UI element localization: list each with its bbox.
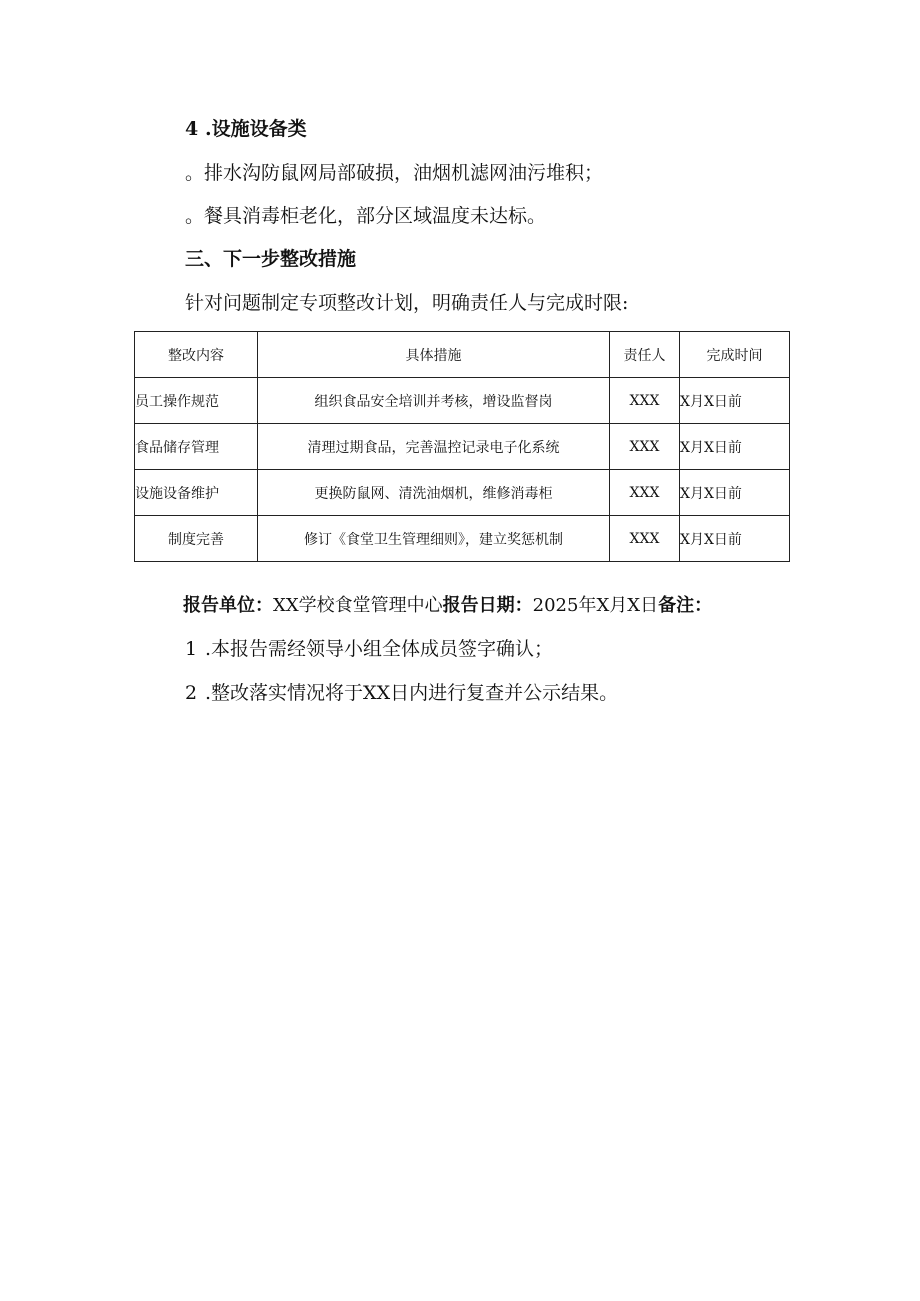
header-measures: 具体措施 <box>258 332 610 378</box>
section3-heading: 三、下一步整改措施 <box>185 248 357 270</box>
report-notes-label: 备注： <box>658 595 713 616</box>
section4-item-1: 。排水沟防鼠网局部破损，油烟机滤网油污堆积； <box>185 162 604 184</box>
header-owner: 责任人 <box>610 332 680 378</box>
cell-deadline: X月X日前 <box>680 378 790 424</box>
header-content: 整改内容 <box>135 332 258 378</box>
cell-owner: XXX <box>610 470 680 516</box>
note-2-text: .整改落实情况将于XX日内进行复查并公示结果。 <box>205 682 619 704</box>
cell-content: 设施设备维护 <box>135 470 258 516</box>
section4-number: 4 <box>185 118 199 140</box>
table-row <box>135 470 790 516</box>
cell-content: 员工操作规范 <box>135 378 258 424</box>
report-unit-value: XX学校食堂管理中心 <box>273 595 443 616</box>
cell-owner: XXX <box>610 516 680 562</box>
section4-heading <box>185 117 307 141</box>
note-2-number: 2 <box>185 682 198 704</box>
table-row <box>135 378 790 424</box>
cell-deadline: X月X日前 <box>680 424 790 470</box>
table-header-row <box>135 332 790 378</box>
header-deadline: 完成时间 <box>680 332 790 378</box>
note-1 <box>185 637 553 661</box>
cell-content: 食品储存管理 <box>135 424 258 470</box>
cell-content: 制度完善 <box>135 516 258 562</box>
section4-item-2: 。餐具消毒柜老化，部分区域温度未达标。 <box>185 205 547 227</box>
note-1-text: .本报告需经领导小组全体成员签字确认； <box>205 638 554 660</box>
note-1-number: 1 <box>185 638 198 660</box>
table-row <box>135 424 790 470</box>
cell-deadline: X月X日前 <box>680 516 790 562</box>
section3-intro: 针对问题制定专项整改计划，明确责任人与完成时限: <box>185 292 629 314</box>
cell-measures: 清理过期食品，完善温控记录电子化系统 <box>258 424 610 470</box>
cell-owner: XXX <box>610 424 680 470</box>
cell-measures: 更换防鼠网、清洗油烟机，维修消毒柜 <box>258 470 610 516</box>
report-date-label: 报告日期： <box>442 595 533 616</box>
rectification-plan-table <box>134 331 790 562</box>
cell-measures: 修订《食堂卫生管理细则》，建立奖惩机制 <box>258 516 610 562</box>
report-unit-label: 报告单位： <box>183 595 273 616</box>
cell-deadline: X月X日前 <box>680 470 790 516</box>
table-row <box>135 516 790 562</box>
report-date-value: 2025年X月X日 <box>532 595 659 616</box>
section4-title: .设施设备类 <box>205 118 307 140</box>
cell-measures: 组织食品安全培训并考核，增设监督岗 <box>258 378 610 424</box>
report-info-line <box>183 594 712 618</box>
cell-owner: XXX <box>610 378 680 424</box>
note-2 <box>185 681 618 705</box>
